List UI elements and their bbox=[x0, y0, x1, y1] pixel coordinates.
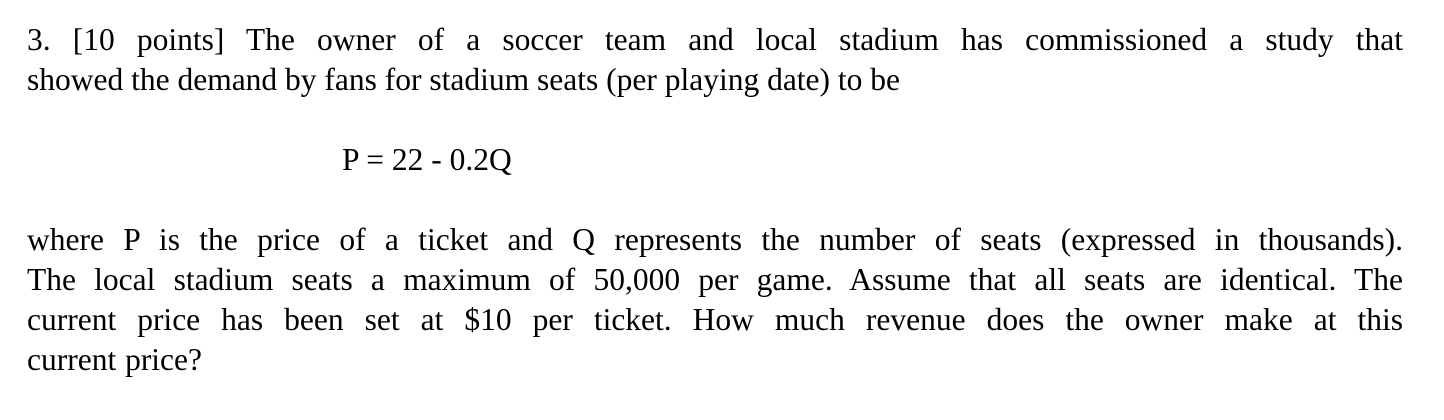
question-document bbox=[27, 20, 1403, 380]
problem-details-paragraph bbox=[27, 220, 1403, 380]
problem-intro-paragraph bbox=[27, 20, 1403, 100]
details-line-3: current price has been set at $10 per ticket. How much revenue does the owner make at this bbox=[27, 302, 1403, 337]
intro-line-1: 3. [10 points] The owner of a soccer team and local stadium has commissioned a study that bbox=[27, 22, 1403, 57]
intro-line-2: showed the demand by fans for stadium seats (per playing date) to be bbox=[27, 62, 901, 97]
demand-equation: P = 22 - 0.2Q bbox=[342, 142, 512, 177]
details-line-4: current price? bbox=[27, 342, 203, 377]
details-line-2: The local stadium seats a maximum of 50,000 per game. Assume that all seats are identical. The bbox=[27, 262, 1403, 297]
details-line-1: where P is the price of a ticket and Q represents the number of seats (expressed in thousands). bbox=[27, 222, 1403, 257]
